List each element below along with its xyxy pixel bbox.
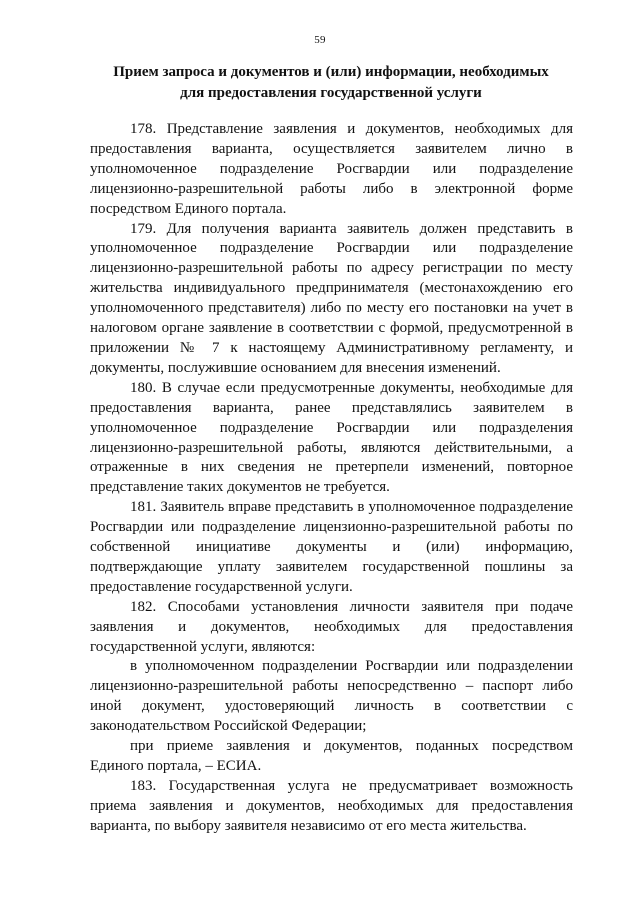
section-heading-line-1: Прием запроса и документов и (или) информации, необходимых	[113, 64, 549, 80]
paragraph-180: 180. В случае если предусмотренные документы, необходимые для предоставления варианта, ранее представлялись заявителем в уполномоченное подразделение Росгвардии или подразделения лицензионно-разрешительной работы, являются действительными, а отраженные в них сведения не претерпели изменений, повторное представление таких документов не требуется.	[90, 379, 573, 496]
section-heading-line-2: для предоставления государственной услуги	[180, 85, 482, 101]
paragraph-182-item-2: при приеме заявления и документов, поданных посредством Единого портала, – ЕСИА.	[90, 738, 573, 774]
paragraph-178: 178. Представление заявления и документов, необходимых для предоставления варианта, осуществляется заявителем лично в уполномоченное подразделение Росгвардии или подразделение лицензионно-разрешительной работы либо в электронной форме посредством Единого портала.	[90, 121, 573, 217]
paragraph-179: 179. Для получения варианта заявитель должен представить в уполномоченное подразделение Росгвардии или подразделение лицензионно-разрешительной работы по адресу регистрации по месту жительства индивидуального предпринимателя (местонахождению его уполномоченного представителя) либо по месту его постановки на учет в налоговом органе заявление в соответствии с формой, предусмотренной в приложении № 7 к настоящему Административному регламенту, и документы, послужившие основанием для внесения изменений.	[90, 220, 573, 376]
section-heading	[90, 62, 572, 104]
paragraph-183: 183. Государственная услуга не предусматривает возможность приема заявления и документов, необходимых для предоставления варианта, по выбору заявителя независимо от его места жительства.	[90, 777, 573, 834]
page-number: 59	[314, 34, 326, 46]
document-body	[90, 120, 573, 837]
paragraph-182: 182. Способами установления личности заявителя при подаче заявления и документов, необходимых для предоставления государственной услуги, являются:	[90, 598, 573, 655]
paragraph-182-item-1: в уполномоченном подразделении Росгвардии или подразделении лицензионно-разрешительной работы непосредственно – паспорт либо иной документ, удостоверяющий личность в соответствии с законодательством Российской Федерации;	[90, 658, 573, 735]
paragraph-181: 181. Заявитель вправе представить в уполномоченное подразделение Росгвардии или подразделение лицензионно-разрешительной работы по собственной инициативе документы и (или) информацию, подтверждающие уплату заявителем государственной пошлины за предоставление государственной услуги.	[90, 499, 573, 595]
